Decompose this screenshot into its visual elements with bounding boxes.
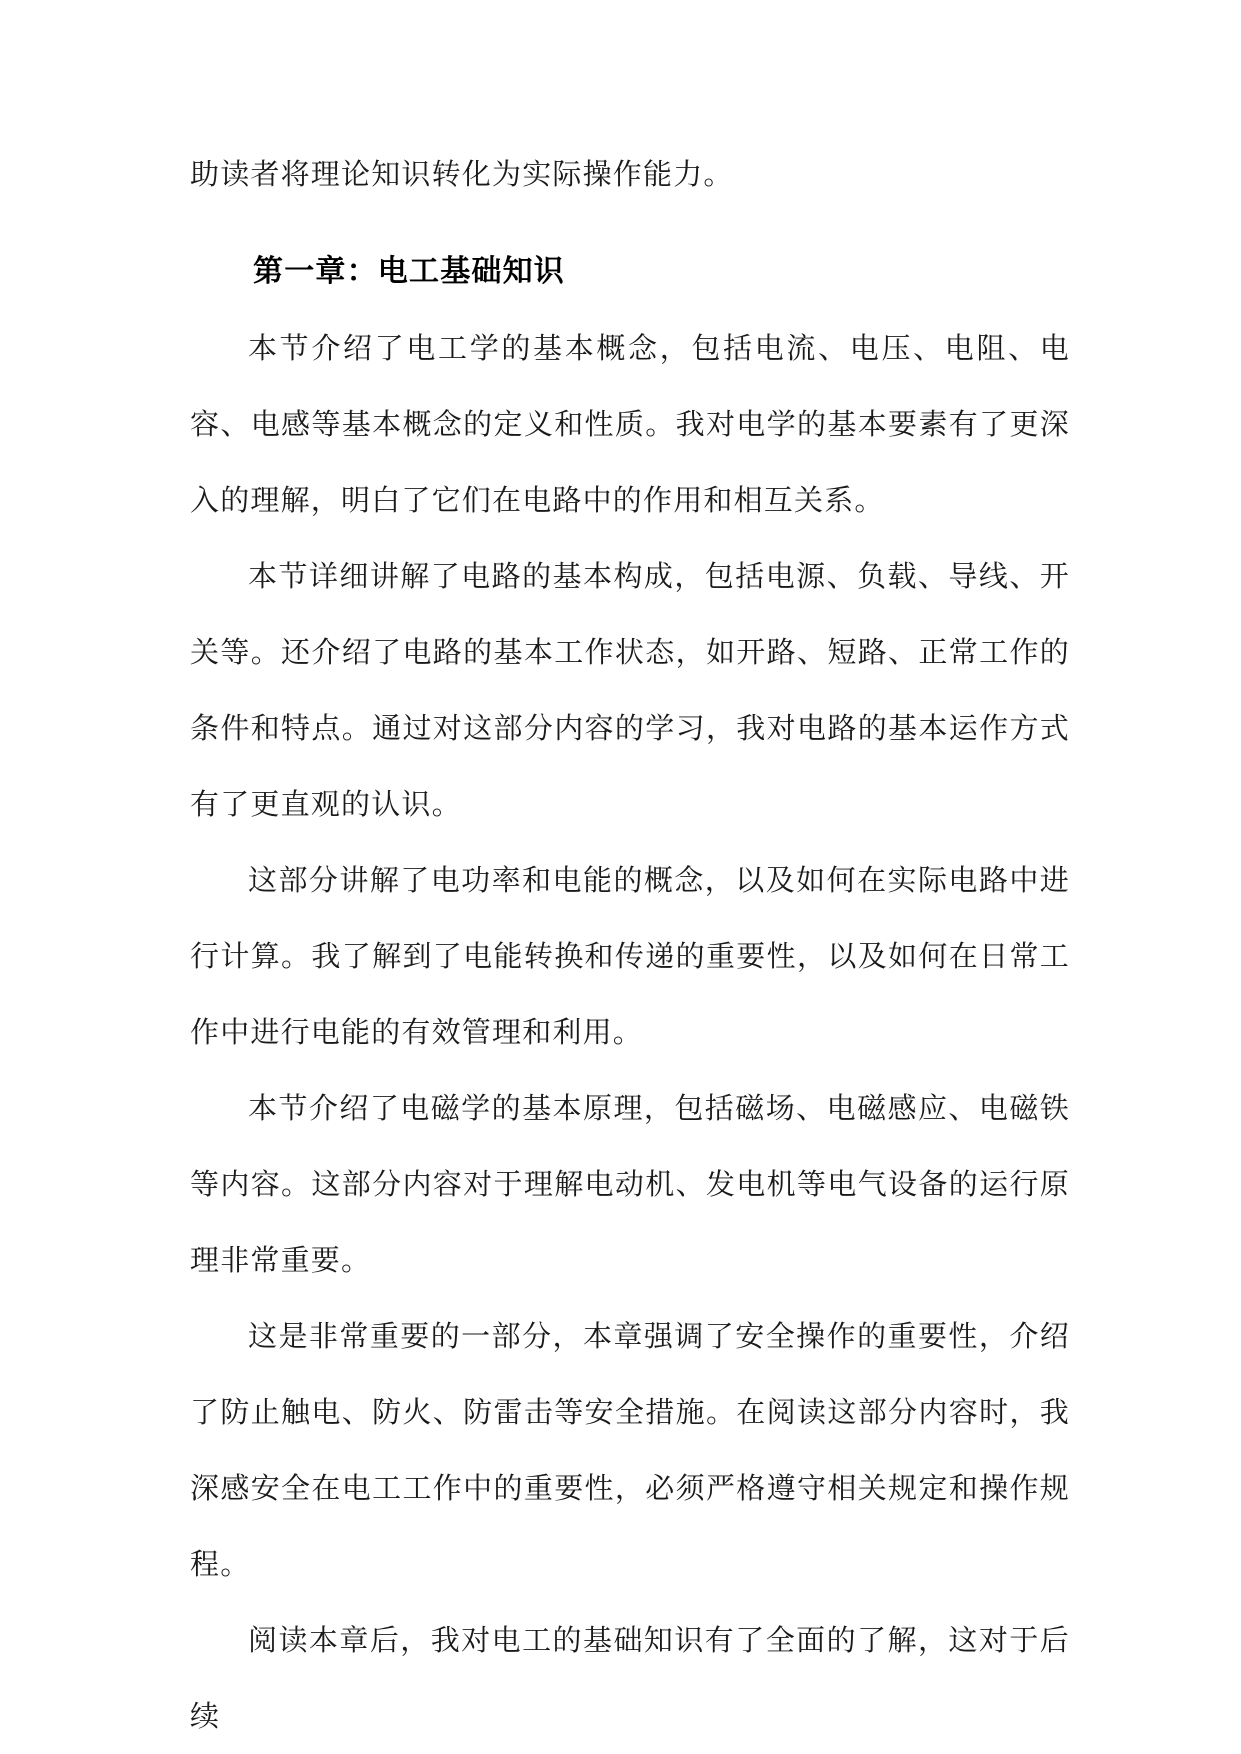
document-body [190,136,1070,1754]
body-paragraph: 阅读本章后，我对电工的基础知识有了全面的了解，这对于后续 [190,1623,1070,1733]
intro-paragraph-tail: 助读者将理论知识转化为实际操作能力。 [190,157,734,191]
body-paragraph: 本节介绍了电工学的基本概念，包括电流、电压、电阻、电容、电感等基本概念的定义和性质。我对电学的基本要素有了更深入的理解，明白了它们在电路中的作用和相互关系。 [190,331,1070,517]
body-paragraph: 这是非常重要的一部分，本章强调了安全操作的重要性，介绍了防止触电、防火、防雷击等安全措施。在阅读这部分内容时，我深感安全在电工工作中的重要性，必须严格遵守相关规定和操作规程。 [190,1319,1070,1581]
body-paragraph: 这部分讲解了电功率和电能的概念，以及如何在实际电路中进行计算。我了解到了电能转换和传递的重要性，以及如何在日常工作中进行电能的有效管理和利用。 [190,863,1070,1049]
body-paragraph: 本节详细讲解了电路的基本构成，包括电源、负载、导线、开关等。还介绍了电路的基本工作状态，如开路、短路、正常工作的条件和特点。通过对这部分内容的学习，我对电路的基本运作方式有了更直观的认识。 [190,559,1070,821]
body-paragraph: 本节介绍了电磁学的基本原理，包括磁场、电磁感应、电磁铁等内容。这部分内容对于理解电动机、发电机等电气设备的运行原理非常重要。 [190,1091,1070,1277]
chapter-heading: 第一章：电工基础知识 [253,254,565,289]
